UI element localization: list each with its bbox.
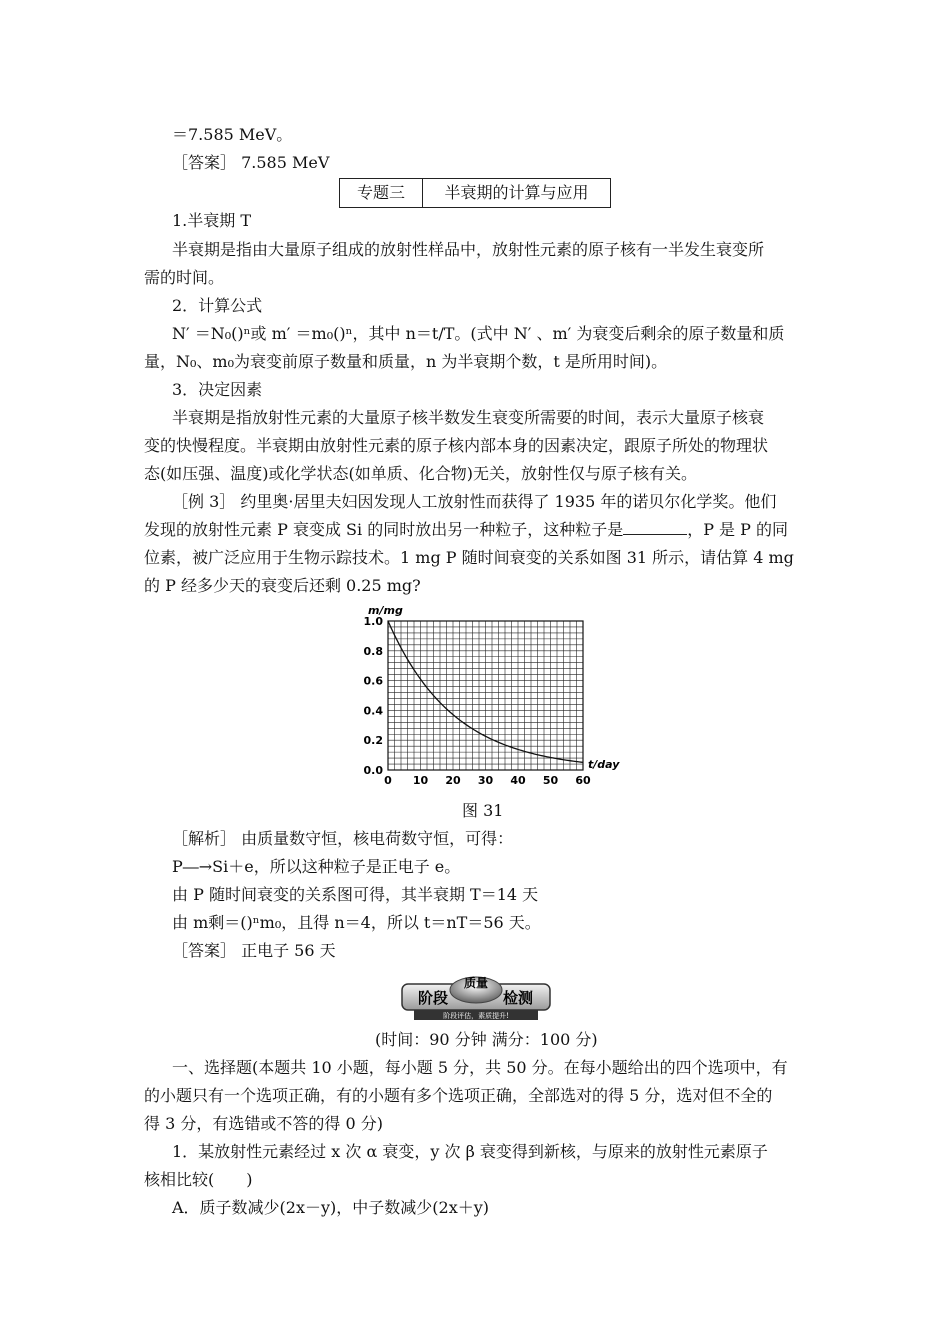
paragraph-line: 半衰期是指由大量原子组成的放射性样品中，放射性元素的原子核有一半发生衰变所 — [172, 240, 765, 259]
answer-line: ［答案］ 正电子 56 天 — [172, 941, 336, 960]
y-tick-label: 0.4 — [363, 704, 383, 718]
question-line: 核相比较( ) — [144, 1170, 253, 1189]
x-tick-label: 30 — [477, 774, 494, 787]
solution-line: 由 m剩＝()ⁿm₀，且得 n＝4，所以 t＝nT＝56 天。 — [172, 913, 541, 932]
answer-blank — [623, 520, 687, 535]
question-line: 1．某放射性元素经过 x 次 α 衰变，y 次 β 衰变得到新核，与原来的放射性元素原子 — [172, 1142, 768, 1161]
option-a: A．质子数减少(2x－y)，中子数减少(2x＋y) — [172, 1198, 490, 1217]
example-line: ［例 3］ 约里奥·居里夫妇因发现人工放射性而获得了 1935 年的诺贝尔化学奖。他们 — [172, 492, 777, 511]
exam-time: (时间：90 分钟 满分：100 分) — [375, 1030, 598, 1049]
formula-line: N′ ＝N₀()ⁿ或 m′ ＝m₀()ⁿ，其中 n＝t/T。(式中 N′ 、m′ 为衰变后剩余的原子数量和质 — [172, 324, 785, 343]
solution-line: 由 P 随时间衰变的关系图可得，其半衰期 T＝14 天 — [172, 885, 539, 904]
stage-check-banner — [400, 974, 552, 1022]
paragraph-line: 需的时间。 — [144, 268, 225, 287]
solution-line: ［解析］ 由质量数守恒，核电荷数守恒，可得： — [172, 829, 514, 848]
figure-caption: 图 31 — [462, 801, 504, 820]
x-tick-label: 50 — [542, 774, 559, 787]
banner-sub-text: 阶段评估，素质提升! — [443, 1012, 509, 1020]
topic-title: 半衰期的计算与应用 — [444, 183, 589, 202]
y-tick-label: 0.0 — [363, 764, 383, 777]
y-axis-label: m/mg — [368, 604, 403, 617]
paragraph-line: 半衰期是指放射性元素的大量原子核半数发生衰变所需要的时间，表示大量原子核衰 — [172, 408, 765, 427]
y-tick-label: 1.0 — [363, 615, 383, 628]
question-line: 得 3 分，有选错或不答的得 0 分) — [144, 1114, 383, 1133]
paragraph-line: 变的快慢程度。半衰期由放射性元素的原子核内部本身的因素决定，跟原子所处的物理状 — [144, 436, 769, 455]
x-tick-label: 40 — [510, 774, 526, 787]
answer-line: ［答案］ 7.585 MeV — [172, 153, 330, 172]
x-tick-label: 20 — [445, 774, 461, 787]
y-tick-label: 0.2 — [363, 734, 383, 748]
x-tick-label: 0 — [384, 774, 392, 787]
x-tick-label: 10 — [412, 774, 429, 787]
topic-header-box — [339, 178, 611, 208]
section-heading: 2．计算公式 — [172, 296, 263, 315]
text-line: ＝7.585 MeV。 — [172, 125, 293, 144]
question-line: 的小题只有一个选项正确，有的小题有多个选项正确，全部选对的得 5 分，选对但不全的 — [144, 1086, 773, 1105]
solution-line: P―→Si＋e，所以这种粒子是正电子 e。 — [172, 857, 461, 876]
chart-grid — [388, 621, 583, 770]
topic-label: 专题三 — [340, 179, 423, 207]
y-tick-label: 0.6 — [363, 674, 383, 688]
section-heading: 1.半衰期 T — [172, 211, 252, 230]
paragraph-line: 态(如压强、温度)或化学状态(如单质、化合物)无关，放射性仅与原子核有关。 — [144, 464, 697, 483]
example-text: ，P 是 P 的同 — [687, 520, 788, 539]
banner-left-text: 阶段 — [418, 989, 449, 1007]
x-tick-label: 60 — [575, 774, 591, 787]
question-line: 一、选择题(本题共 10 小题，每小题 5 分，共 50 分。在每小题给出的四个选项中，有 — [172, 1058, 788, 1077]
x-axis-label: t/day — [588, 758, 620, 771]
example-line: 的 P 经多少天的衰变后还剩 0.25 mg? — [144, 576, 421, 595]
example-line — [144, 520, 788, 540]
decay-chart — [340, 602, 630, 792]
banner-right-text: 检测 — [503, 989, 534, 1007]
example-line: 位素，被广泛应用于生物示踪技术。1 mg P 随时间衰变的关系如图 31 所示，请估算 4 mg — [144, 548, 794, 567]
y-tick-label: 0.8 — [363, 644, 383, 658]
section-heading: 3．决定因素 — [172, 380, 263, 399]
paragraph-line: 量，N₀、m₀为衰变前原子数量和质量，n 为半衰期个数，t 是所用时间)。 — [144, 352, 668, 371]
example-text: 发现的放射性元素 P 衰变成 Si 的同时放出另一种粒子，这种粒子是 — [144, 520, 624, 539]
banner-top-text: 质量 — [464, 976, 489, 990]
